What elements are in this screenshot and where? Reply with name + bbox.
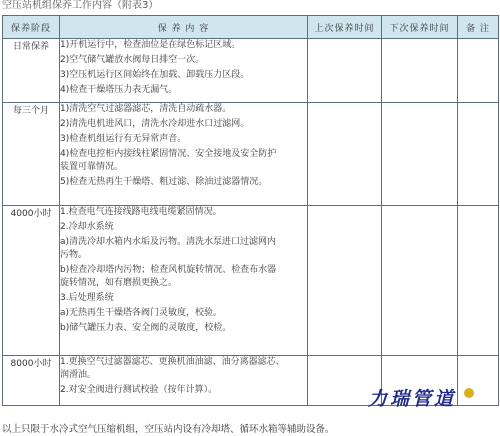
table-row <box>3 206 499 356</box>
table-header-row <box>3 16 499 39</box>
content-line: b)储气罐压力表、安全阀的灵敏度，校检。 <box>60 323 232 333</box>
next-time-cell <box>382 206 458 356</box>
content-line: 3)空压机运行区间始终在加载、卸载压力区段。 <box>60 70 250 80</box>
stage-cell: 日常保养 <box>3 39 60 103</box>
content-cell <box>60 356 308 406</box>
remarks-cell <box>458 39 499 103</box>
content-line: 1.更换空气过滤器滤芯、更换机油油滤、油分离器滤芯、 <box>60 357 285 367</box>
content-line: 2.冷却水系统 <box>60 222 114 232</box>
content-line: b)检查冷却塔内污物；检查风机旋转情况、检查布水器 <box>60 265 277 275</box>
stage-cell: 每三个月 <box>3 103 60 206</box>
content-line: 3.后处理系统 <box>60 293 114 303</box>
watermark-logo <box>368 382 474 416</box>
watermark-logo-text: 力瑞管道 <box>368 388 457 410</box>
table-row <box>3 103 499 206</box>
content-line: 旋转情况，如有磨损更换之。 <box>60 278 178 288</box>
stage-cell: 8000小时 <box>3 356 60 406</box>
content-line: 2)空气储气罐放水阀每日排空一次。 <box>60 55 205 65</box>
header-last-time: 上次保养时间 <box>308 16 382 39</box>
content-line: 5)检查无热再生干燥塔、粗过滤、除油过滤器情况。 <box>60 177 268 187</box>
content-line: 2)清洗电机进风口，清洗水冷却进水口过滤网。 <box>60 119 250 129</box>
next-time-cell <box>382 103 458 206</box>
logo-accent-dot <box>464 388 474 398</box>
header-next-time: 下次保养时间 <box>382 16 458 39</box>
content-line: 4)检查干燥塔压力表无漏气。 <box>60 85 178 95</box>
content-line: 3)检查机组运行有无异常声音。 <box>60 134 187 144</box>
header-stage: 保养阶段 <box>3 16 60 39</box>
header-remarks: 备 注 <box>458 16 499 39</box>
content-line: a)无热再生干燥塔各阀门灵敏度，校验。 <box>60 308 223 318</box>
content-line: 1.检查电气连接线路电线电缆紧固情况。 <box>60 207 222 217</box>
table-row <box>3 39 499 103</box>
content-cell <box>60 206 308 356</box>
content-line: 2.对安全阀进行测试校验（按年计算）。 <box>60 385 218 395</box>
footer-note: 以上只限于水冷式空气压缩机组，空压站内设有冷却塔、循环水箱等辅助设备。 <box>2 424 335 435</box>
remarks-cell <box>458 103 499 206</box>
stage-cell: 4000小时 <box>3 206 60 356</box>
last-time-cell <box>308 39 382 103</box>
last-time-cell <box>308 206 382 356</box>
next-time-cell <box>382 39 458 103</box>
remarks-cell <box>458 206 499 356</box>
maintenance-table <box>2 15 499 406</box>
content-cell <box>60 103 308 206</box>
last-time-cell <box>308 103 382 206</box>
content-cell <box>60 39 308 103</box>
content-line: 装置可靠情况。 <box>60 162 124 172</box>
content-line: 4)检查电控柜内接线柱紧固情况、安全接地及安全防护 <box>60 149 277 159</box>
content-line: a)清洗冷却水箱内水垢及污物。清洗水泵进口过滤网内 <box>60 237 277 247</box>
header-content: 保 养 内 容 <box>60 16 308 39</box>
content-line: 1)清洗空气过滤器滤芯，清洗自动疏水器。 <box>60 104 232 114</box>
content-line: 润滑油。 <box>60 370 97 380</box>
page-title: 空压站机组保养工作内容（附表3） <box>2 0 159 11</box>
content-line: 污物。 <box>60 250 88 260</box>
content-line: 1)开机运行中，检查油位是在绿色标记区域。 <box>60 40 241 50</box>
